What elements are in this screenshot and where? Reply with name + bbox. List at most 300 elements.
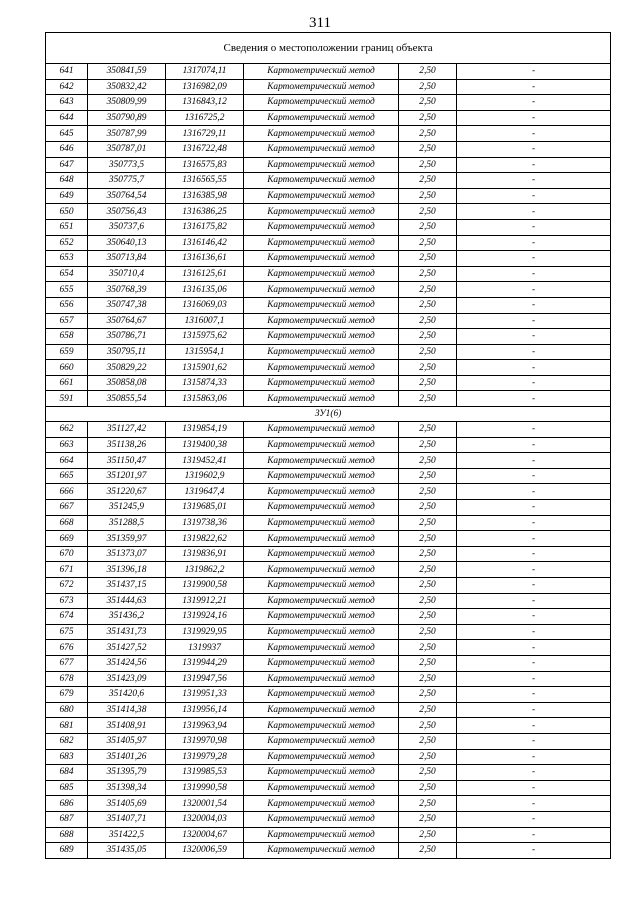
- method-cell: Картометрический метод: [244, 204, 399, 220]
- table-row: [46, 375, 611, 391]
- table-row: [46, 251, 611, 267]
- table-row: [46, 671, 611, 687]
- description-cell: -: [457, 624, 611, 640]
- point-number-cell: 684: [46, 765, 88, 781]
- point-number-cell: 667: [46, 500, 88, 516]
- point-number-cell: 661: [46, 375, 88, 391]
- y-coordinate-cell: 1319647,4: [166, 484, 244, 500]
- point-number-cell: 660: [46, 360, 88, 376]
- point-number-cell: 689: [46, 843, 88, 859]
- table-row: [46, 64, 611, 80]
- description-cell: -: [457, 141, 611, 157]
- method-cell: Картометрический метод: [244, 282, 399, 298]
- method-cell: Картометрический метод: [244, 500, 399, 516]
- point-number-cell: 677: [46, 655, 88, 671]
- accuracy-cell: 2,50: [399, 266, 457, 282]
- table-row: [46, 235, 611, 251]
- point-number-cell: 681: [46, 718, 88, 734]
- description-cell: -: [457, 593, 611, 609]
- point-number-cell: 669: [46, 531, 88, 547]
- description-cell: -: [457, 453, 611, 469]
- point-number-cell: 671: [46, 562, 88, 578]
- y-coordinate-cell: 1316843,12: [166, 95, 244, 111]
- method-cell: Картометрический метод: [244, 64, 399, 80]
- x-coordinate-cell: 351373,07: [88, 546, 166, 562]
- x-coordinate-cell: 351201,97: [88, 468, 166, 484]
- point-number-cell: 675: [46, 624, 88, 640]
- x-coordinate-cell: 351444,63: [88, 593, 166, 609]
- point-number-cell: 645: [46, 126, 88, 142]
- table-row: [46, 640, 611, 656]
- table-row: [46, 780, 611, 796]
- point-number-cell: 686: [46, 796, 88, 812]
- accuracy-cell: 2,50: [399, 515, 457, 531]
- y-coordinate-cell: 1316069,03: [166, 297, 244, 313]
- point-number-cell: 659: [46, 344, 88, 360]
- table-row: [46, 702, 611, 718]
- x-coordinate-cell: 351427,52: [88, 640, 166, 656]
- method-cell: Картометрический метод: [244, 484, 399, 500]
- point-number-cell: 685: [46, 780, 88, 796]
- accuracy-cell: 2,50: [399, 157, 457, 173]
- y-coordinate-cell: 1319963,94: [166, 718, 244, 734]
- point-number-cell: 657: [46, 313, 88, 329]
- description-cell: -: [457, 796, 611, 812]
- table-row: [46, 95, 611, 111]
- table-row: [46, 110, 611, 126]
- x-coordinate-cell: 350858,08: [88, 375, 166, 391]
- accuracy-cell: 2,50: [399, 718, 457, 734]
- x-coordinate-cell: 351150,47: [88, 453, 166, 469]
- method-cell: Картометрический метод: [244, 235, 399, 251]
- accuracy-cell: 2,50: [399, 453, 457, 469]
- point-number-cell: 644: [46, 110, 88, 126]
- method-cell: Картометрический метод: [244, 375, 399, 391]
- point-number-cell: 654: [46, 266, 88, 282]
- x-coordinate-cell: 351431,73: [88, 624, 166, 640]
- y-coordinate-cell: 1315874,33: [166, 375, 244, 391]
- accuracy-cell: 2,50: [399, 687, 457, 703]
- description-cell: -: [457, 297, 611, 313]
- table-row: [46, 266, 611, 282]
- y-coordinate-cell: 1316385,98: [166, 188, 244, 204]
- method-cell: Картометрический метод: [244, 391, 399, 407]
- table-row: [46, 391, 611, 407]
- x-coordinate-cell: 351423,09: [88, 671, 166, 687]
- method-cell: Картометрический метод: [244, 655, 399, 671]
- point-number-cell: 662: [46, 422, 88, 438]
- point-number-cell: 656: [46, 297, 88, 313]
- accuracy-cell: 2,50: [399, 110, 457, 126]
- y-coordinate-cell: 1319738,36: [166, 515, 244, 531]
- method-cell: Картометрический метод: [244, 640, 399, 656]
- point-number-cell: 668: [46, 515, 88, 531]
- x-coordinate-cell: 351288,5: [88, 515, 166, 531]
- point-number-cell: 652: [46, 235, 88, 251]
- y-coordinate-cell: 1316722,48: [166, 141, 244, 157]
- method-cell: Картометрический метод: [244, 79, 399, 95]
- section-label: ЗУ1(6): [46, 407, 611, 422]
- table-title: Сведения о местоположении границ объекта: [46, 33, 611, 64]
- method-cell: Картометрический метод: [244, 562, 399, 578]
- method-cell: Картометрический метод: [244, 718, 399, 734]
- x-coordinate-cell: 351436,2: [88, 609, 166, 625]
- y-coordinate-cell: 1320004,03: [166, 811, 244, 827]
- x-coordinate-cell: 350786,71: [88, 329, 166, 345]
- table-row: [46, 173, 611, 189]
- x-coordinate-cell: 351405,69: [88, 796, 166, 812]
- y-coordinate-cell: 1320006,59: [166, 843, 244, 859]
- description-cell: -: [457, 546, 611, 562]
- y-coordinate-cell: 1319956,14: [166, 702, 244, 718]
- x-coordinate-cell: 350764,54: [88, 188, 166, 204]
- accuracy-cell: 2,50: [399, 313, 457, 329]
- y-coordinate-cell: 1315901,62: [166, 360, 244, 376]
- table-row: [46, 360, 611, 376]
- y-coordinate-cell: 1319951,33: [166, 687, 244, 703]
- y-coordinate-cell: 1319602,9: [166, 468, 244, 484]
- accuracy-cell: 2,50: [399, 843, 457, 859]
- y-coordinate-cell: 1319937: [166, 640, 244, 656]
- description-cell: -: [457, 329, 611, 345]
- accuracy-cell: 2,50: [399, 655, 457, 671]
- method-cell: Картометрический метод: [244, 811, 399, 827]
- x-coordinate-cell: 350809,99: [88, 95, 166, 111]
- table-row: [46, 515, 611, 531]
- accuracy-cell: 2,50: [399, 329, 457, 345]
- description-cell: -: [457, 422, 611, 438]
- description-cell: -: [457, 375, 611, 391]
- method-cell: Картометрический метод: [244, 110, 399, 126]
- description-cell: -: [457, 562, 611, 578]
- x-coordinate-cell: 351414,38: [88, 702, 166, 718]
- accuracy-cell: 2,50: [399, 344, 457, 360]
- method-cell: Картометрический метод: [244, 468, 399, 484]
- description-cell: -: [457, 110, 611, 126]
- point-number-cell: 666: [46, 484, 88, 500]
- x-coordinate-cell: 350787,01: [88, 141, 166, 157]
- x-coordinate-cell: 350640,13: [88, 235, 166, 251]
- y-coordinate-cell: 1316725,2: [166, 110, 244, 126]
- point-number-cell: 643: [46, 95, 88, 111]
- accuracy-cell: 2,50: [399, 624, 457, 640]
- method-cell: Картометрический метод: [244, 313, 399, 329]
- description-cell: -: [457, 843, 611, 859]
- table-row: [46, 733, 611, 749]
- section-row: [46, 407, 611, 422]
- description-cell: -: [457, 282, 611, 298]
- point-number-cell: 648: [46, 173, 88, 189]
- method-cell: Картометрический метод: [244, 780, 399, 796]
- table-row: [46, 141, 611, 157]
- y-coordinate-cell: 1319862,2: [166, 562, 244, 578]
- method-cell: Картометрический метод: [244, 827, 399, 843]
- accuracy-cell: 2,50: [399, 95, 457, 111]
- description-cell: -: [457, 484, 611, 500]
- description-cell: -: [457, 235, 611, 251]
- method-cell: Картометрический метод: [244, 329, 399, 345]
- table-row: [46, 282, 611, 298]
- description-cell: -: [457, 655, 611, 671]
- x-coordinate-cell: 350775,7: [88, 173, 166, 189]
- x-coordinate-cell: 351398,34: [88, 780, 166, 796]
- accuracy-cell: 2,50: [399, 251, 457, 267]
- x-coordinate-cell: 350710,4: [88, 266, 166, 282]
- accuracy-cell: 2,50: [399, 546, 457, 562]
- y-coordinate-cell: 1316146,42: [166, 235, 244, 251]
- point-number-cell: 651: [46, 219, 88, 235]
- method-cell: Картометрический метод: [244, 126, 399, 142]
- description-cell: -: [457, 266, 611, 282]
- x-coordinate-cell: 350787,99: [88, 126, 166, 142]
- method-cell: Картометрический метод: [244, 157, 399, 173]
- x-coordinate-cell: 351422,5: [88, 827, 166, 843]
- table-row: [46, 796, 611, 812]
- description-cell: -: [457, 95, 611, 111]
- table-row: [46, 204, 611, 220]
- x-coordinate-cell: 351420,6: [88, 687, 166, 703]
- table-row: [46, 531, 611, 547]
- accuracy-cell: 2,50: [399, 297, 457, 313]
- point-number-cell: 678: [46, 671, 88, 687]
- x-coordinate-cell: 351408,91: [88, 718, 166, 734]
- description-cell: -: [457, 437, 611, 453]
- description-cell: -: [457, 687, 611, 703]
- description-cell: -: [457, 188, 611, 204]
- accuracy-cell: 2,50: [399, 811, 457, 827]
- table-row: [46, 655, 611, 671]
- description-cell: -: [457, 640, 611, 656]
- method-cell: Картометрический метод: [244, 515, 399, 531]
- x-coordinate-cell: 351407,71: [88, 811, 166, 827]
- method-cell: Картометрический метод: [244, 578, 399, 594]
- point-number-cell: 647: [46, 157, 88, 173]
- x-coordinate-cell: 351405,97: [88, 733, 166, 749]
- x-coordinate-cell: 350773,5: [88, 157, 166, 173]
- table-row: [46, 313, 611, 329]
- accuracy-cell: 2,50: [399, 780, 457, 796]
- y-coordinate-cell: 1316007,1: [166, 313, 244, 329]
- x-coordinate-cell: 350790,89: [88, 110, 166, 126]
- table-row: [46, 811, 611, 827]
- method-cell: Картометрический метод: [244, 219, 399, 235]
- x-coordinate-cell: 351138,26: [88, 437, 166, 453]
- point-number-cell: 591: [46, 391, 88, 407]
- accuracy-cell: 2,50: [399, 79, 457, 95]
- x-coordinate-cell: 351396,18: [88, 562, 166, 578]
- y-coordinate-cell: 1319970,98: [166, 733, 244, 749]
- description-cell: -: [457, 157, 611, 173]
- y-coordinate-cell: 1319685,01: [166, 500, 244, 516]
- x-coordinate-cell: 350764,67: [88, 313, 166, 329]
- table-row: [46, 422, 611, 438]
- point-number-cell: 680: [46, 702, 88, 718]
- y-coordinate-cell: 1319900,58: [166, 578, 244, 594]
- table-row: [46, 437, 611, 453]
- point-number-cell: 673: [46, 593, 88, 609]
- point-number-cell: 646: [46, 141, 88, 157]
- method-cell: Картометрический метод: [244, 297, 399, 313]
- x-coordinate-cell: 350756,43: [88, 204, 166, 220]
- y-coordinate-cell: 1320001,54: [166, 796, 244, 812]
- table-row: [46, 344, 611, 360]
- description-cell: -: [457, 173, 611, 189]
- table-row: [46, 718, 611, 734]
- method-cell: Картометрический метод: [244, 749, 399, 765]
- table-row: [46, 578, 611, 594]
- accuracy-cell: 2,50: [399, 375, 457, 391]
- method-cell: Картометрический метод: [244, 733, 399, 749]
- description-cell: -: [457, 204, 611, 220]
- y-coordinate-cell: 1319985,53: [166, 765, 244, 781]
- accuracy-cell: 2,50: [399, 391, 457, 407]
- description-cell: -: [457, 702, 611, 718]
- x-coordinate-cell: 351245,9: [88, 500, 166, 516]
- x-coordinate-cell: 350713,84: [88, 251, 166, 267]
- description-cell: -: [457, 671, 611, 687]
- y-coordinate-cell: 1317074,11: [166, 64, 244, 80]
- description-cell: -: [457, 79, 611, 95]
- method-cell: Картометрический метод: [244, 843, 399, 859]
- description-cell: -: [457, 780, 611, 796]
- accuracy-cell: 2,50: [399, 702, 457, 718]
- method-cell: Картометрический метод: [244, 173, 399, 189]
- accuracy-cell: 2,50: [399, 609, 457, 625]
- description-cell: -: [457, 64, 611, 80]
- y-coordinate-cell: 1315975,62: [166, 329, 244, 345]
- point-number-cell: 676: [46, 640, 88, 656]
- table-title-row: [46, 33, 611, 64]
- table-row: [46, 157, 611, 173]
- description-cell: -: [457, 360, 611, 376]
- y-coordinate-cell: 1316565,55: [166, 173, 244, 189]
- point-number-cell: 649: [46, 188, 88, 204]
- table-row: [46, 297, 611, 313]
- point-number-cell: 653: [46, 251, 88, 267]
- description-cell: -: [457, 251, 611, 267]
- method-cell: Картометрический метод: [244, 360, 399, 376]
- y-coordinate-cell: 1319836,91: [166, 546, 244, 562]
- method-cell: Картометрический метод: [244, 796, 399, 812]
- description-cell: -: [457, 515, 611, 531]
- accuracy-cell: 2,50: [399, 733, 457, 749]
- description-cell: -: [457, 827, 611, 843]
- x-coordinate-cell: 351220,67: [88, 484, 166, 500]
- table-row: [46, 562, 611, 578]
- accuracy-cell: 2,50: [399, 827, 457, 843]
- y-coordinate-cell: 1315954,1: [166, 344, 244, 360]
- method-cell: Картометрический метод: [244, 95, 399, 111]
- table-row: [46, 500, 611, 516]
- accuracy-cell: 2,50: [399, 437, 457, 453]
- y-coordinate-cell: 1319990,58: [166, 780, 244, 796]
- accuracy-cell: 2,50: [399, 593, 457, 609]
- description-cell: -: [457, 749, 611, 765]
- description-cell: -: [457, 718, 611, 734]
- point-number-cell: 672: [46, 578, 88, 594]
- accuracy-cell: 2,50: [399, 765, 457, 781]
- x-coordinate-cell: 350747,38: [88, 297, 166, 313]
- table-row: [46, 843, 611, 859]
- table-row: [46, 219, 611, 235]
- point-number-cell: 642: [46, 79, 88, 95]
- accuracy-cell: 2,50: [399, 562, 457, 578]
- y-coordinate-cell: 1316729,11: [166, 126, 244, 142]
- point-number-cell: 663: [46, 437, 88, 453]
- point-number-cell: 688: [46, 827, 88, 843]
- description-cell: -: [457, 344, 611, 360]
- method-cell: Картометрический метод: [244, 609, 399, 625]
- description-cell: -: [457, 811, 611, 827]
- point-number-cell: 655: [46, 282, 88, 298]
- description-cell: -: [457, 219, 611, 235]
- point-number-cell: 658: [46, 329, 88, 345]
- y-coordinate-cell: 1320004,67: [166, 827, 244, 843]
- table-row: [46, 609, 611, 625]
- y-coordinate-cell: 1316175,82: [166, 219, 244, 235]
- x-coordinate-cell: 351359,97: [88, 531, 166, 547]
- point-number-cell: 687: [46, 811, 88, 827]
- method-cell: Картометрический метод: [244, 593, 399, 609]
- table-row: [46, 453, 611, 469]
- table-row: [46, 765, 611, 781]
- y-coordinate-cell: 1319854,19: [166, 422, 244, 438]
- table-body: [46, 33, 611, 859]
- y-coordinate-cell: 1316982,09: [166, 79, 244, 95]
- x-coordinate-cell: 351435,05: [88, 843, 166, 859]
- point-number-cell: 674: [46, 609, 88, 625]
- description-cell: -: [457, 500, 611, 516]
- y-coordinate-cell: 1319400,38: [166, 437, 244, 453]
- x-coordinate-cell: 350829,22: [88, 360, 166, 376]
- y-coordinate-cell: 1319929,95: [166, 624, 244, 640]
- x-coordinate-cell: 351127,42: [88, 422, 166, 438]
- table-row: [46, 687, 611, 703]
- x-coordinate-cell: 351424,56: [88, 655, 166, 671]
- description-cell: -: [457, 313, 611, 329]
- method-cell: Картометрический метод: [244, 765, 399, 781]
- table-row: [46, 484, 611, 500]
- point-number-cell: 650: [46, 204, 88, 220]
- method-cell: Картометрический метод: [244, 453, 399, 469]
- y-coordinate-cell: 1319944,29: [166, 655, 244, 671]
- accuracy-cell: 2,50: [399, 204, 457, 220]
- table-row: [46, 827, 611, 843]
- point-number-cell: 670: [46, 546, 88, 562]
- table-row: [46, 126, 611, 142]
- method-cell: Картометрический метод: [244, 437, 399, 453]
- accuracy-cell: 2,50: [399, 671, 457, 687]
- accuracy-cell: 2,50: [399, 484, 457, 500]
- accuracy-cell: 2,50: [399, 64, 457, 80]
- y-coordinate-cell: 1316136,61: [166, 251, 244, 267]
- method-cell: Картометрический метод: [244, 344, 399, 360]
- accuracy-cell: 2,50: [399, 531, 457, 547]
- table-row: [46, 188, 611, 204]
- accuracy-cell: 2,50: [399, 578, 457, 594]
- table-row: [46, 624, 611, 640]
- method-cell: Картометрический метод: [244, 251, 399, 267]
- y-coordinate-cell: 1316125,61: [166, 266, 244, 282]
- method-cell: Картометрический метод: [244, 188, 399, 204]
- table-row: [46, 79, 611, 95]
- x-coordinate-cell: 350841,59: [88, 64, 166, 80]
- description-cell: -: [457, 765, 611, 781]
- description-cell: -: [457, 609, 611, 625]
- point-number-cell: 665: [46, 468, 88, 484]
- accuracy-cell: 2,50: [399, 126, 457, 142]
- table-row: [46, 468, 611, 484]
